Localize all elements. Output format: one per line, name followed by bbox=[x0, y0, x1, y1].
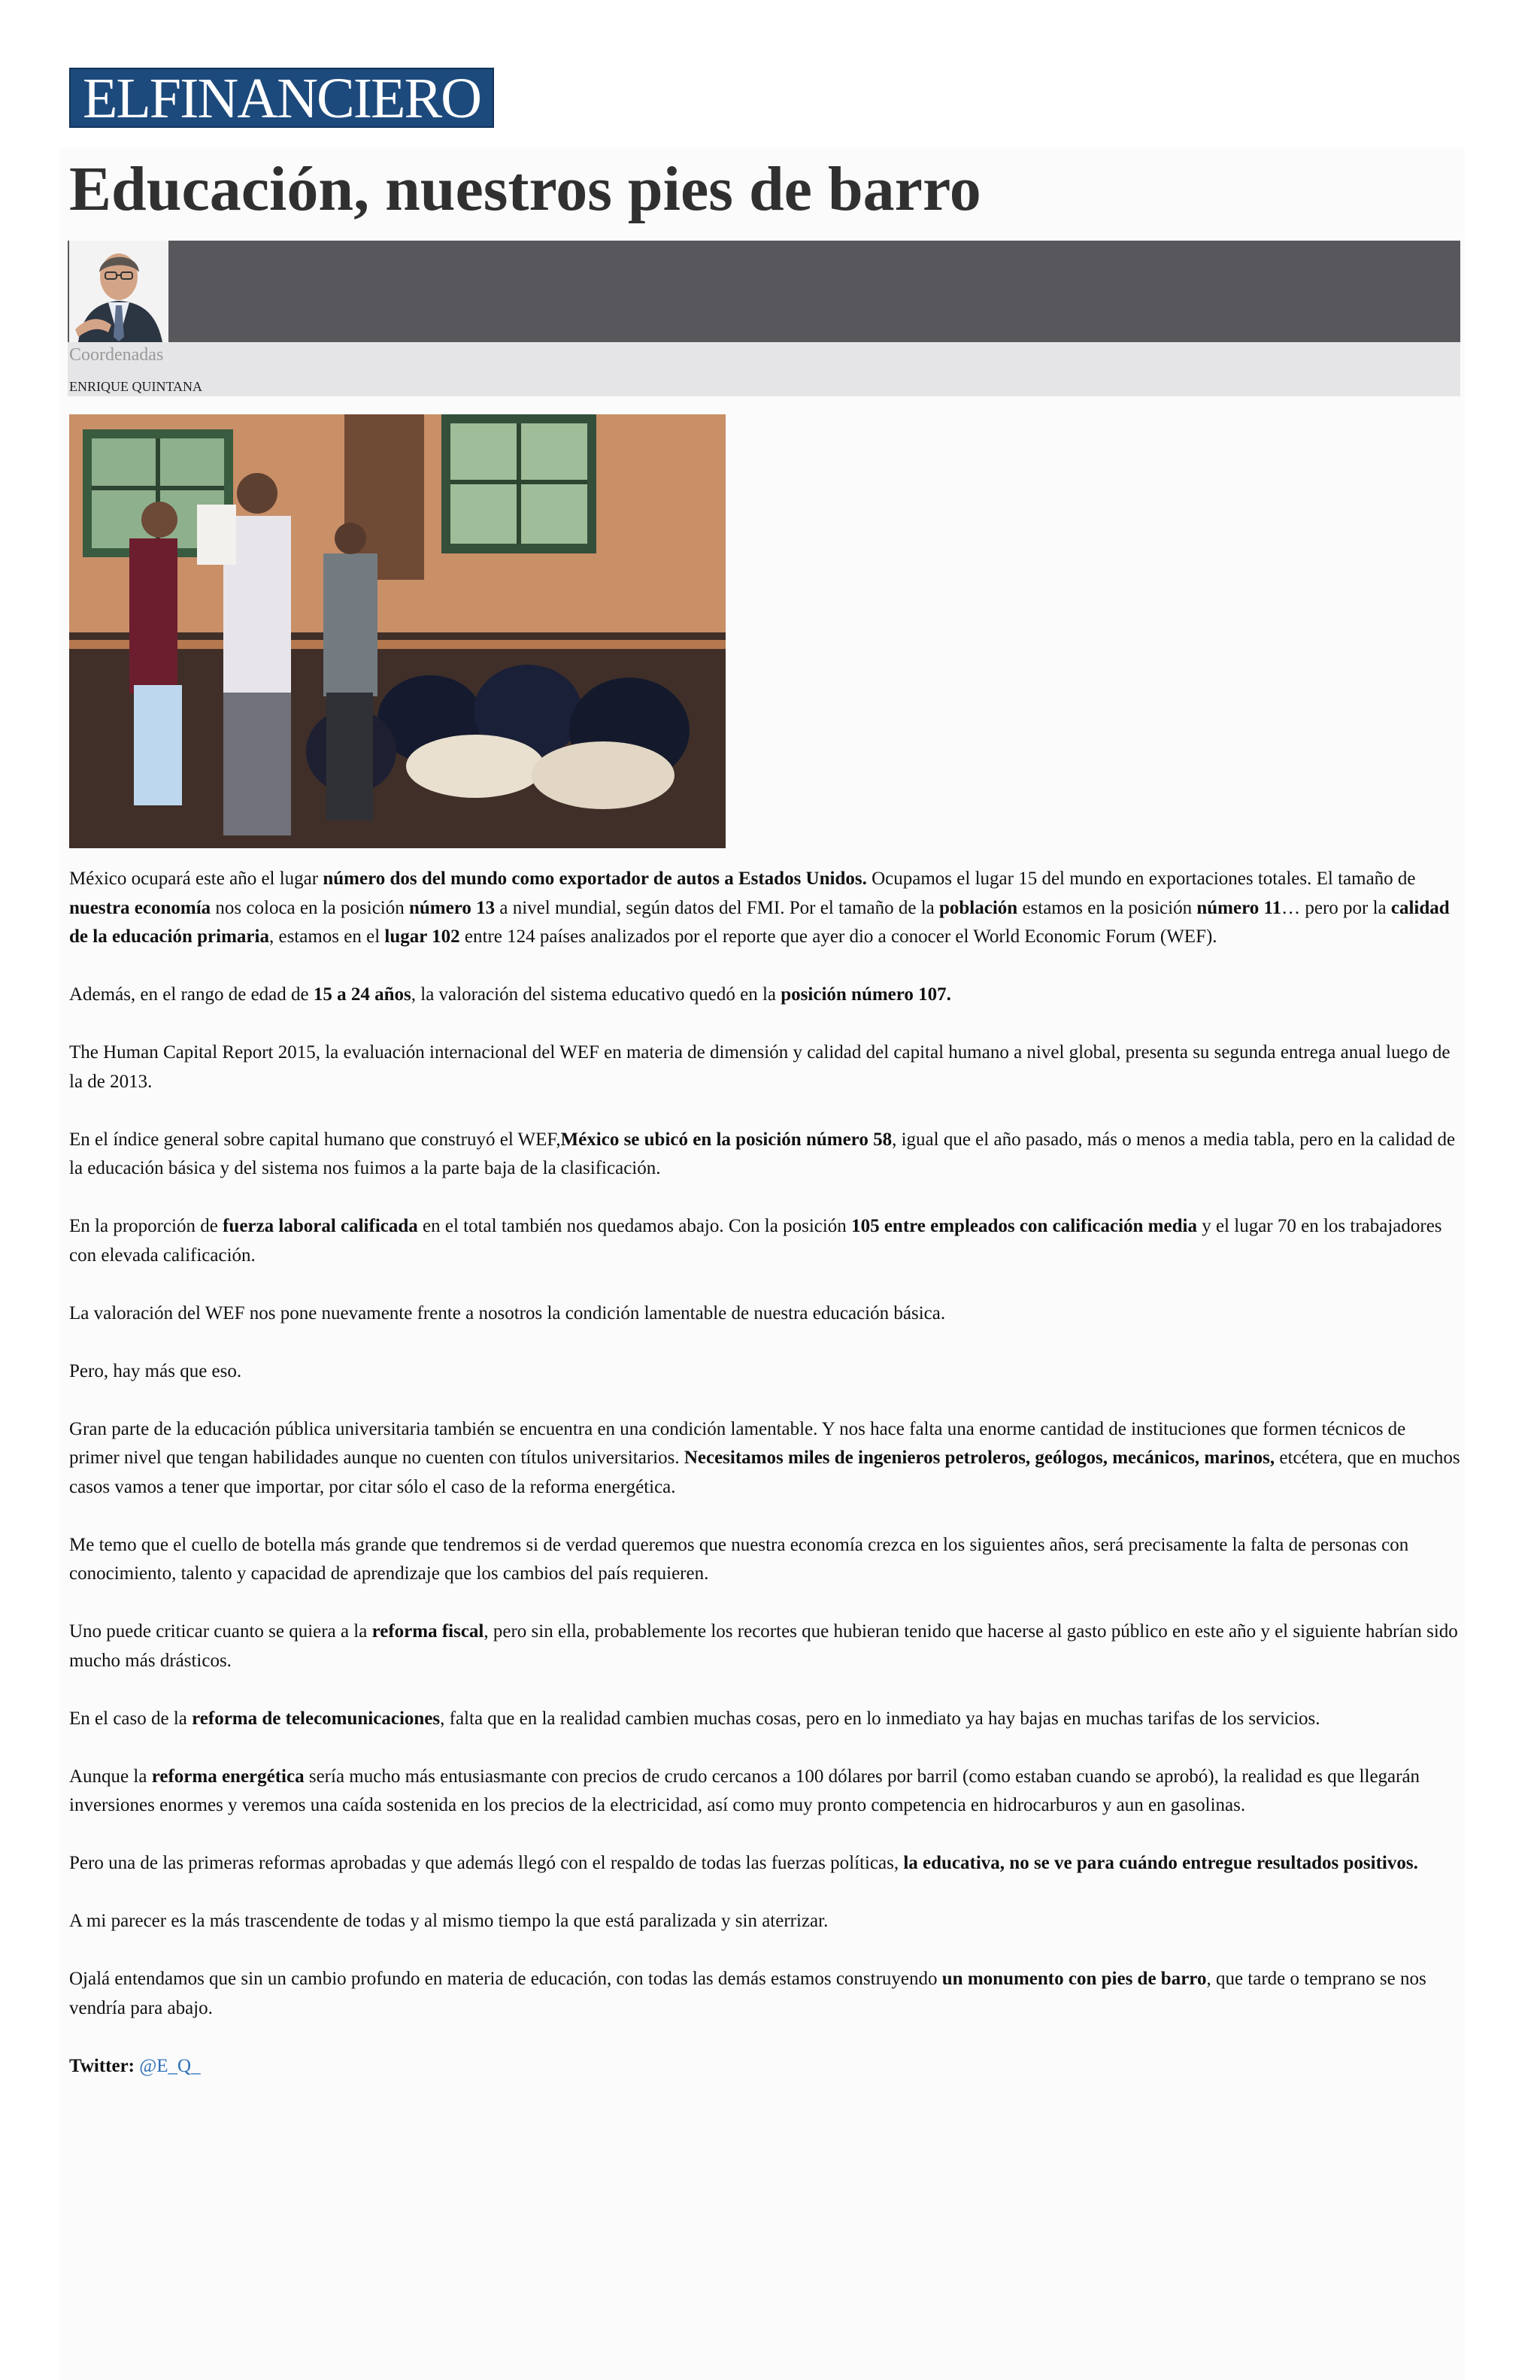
paragraph-text: Ojalá entendamos que sin un cambio profundo en materia de educación, con todas las demás estamos construyendo bbox=[69, 1969, 942, 1989]
bold-text: Necesitamos miles de ingenieros petroleros, geólogos, mecánicos, marinos, bbox=[684, 1448, 1275, 1468]
article-paragraph-3: The Human Capital Report 2015, la evaluación internacional del WEF en materia de dimensión y calidad del capital humano a nivel global, presenta su segunda entrega anual luego de la de 2013. bbox=[69, 1042, 1451, 1092]
article-paragraph-11 bbox=[69, 1705, 1460, 1734]
article-paragraph-4 bbox=[69, 1126, 1460, 1184]
bold-text: 15 a 24 años bbox=[313, 984, 411, 1005]
paragraph-text: Ocupamos el lugar 15 del mundo en exportaciones totales. El tamaño de bbox=[866, 869, 1416, 889]
bold-text: México se ubicó en la posición número 58 bbox=[560, 1129, 893, 1150]
paragraph-text: Además, en el rango de edad de bbox=[69, 984, 314, 1005]
paragraph-text: Gran parte de la educación pública universitaria también se encuentra en una condición lamentable. Y nos hace falta una enorme cantidad de instituciones que formen técnicos de primer nivel que tengan habilidades aunque no cuenten con títulos universitarios. bbox=[69, 1418, 1406, 1468]
article-paragraph-14: A mi parecer es la más trascendente de todas y al mismo tiempo la que está paralizada y sin aterrizar. bbox=[69, 1911, 829, 1931]
paragraph-text: en el total también nos quedamos abajo. Con la posición bbox=[417, 1216, 852, 1236]
paragraph-text: Uno puede criticar cuanto se quiera a la bbox=[69, 1621, 372, 1642]
paragraph-text: sería mucho más entusiasmante con precios de crudo cercanos a 100 dólares por barril (como estaban cuando se aprobó), la realidad es que llegarán inversiones enormes y veremos una caída sostenida en los precios de la electricidad, así como muy pronto competencia en hidrocarburos y aun en gasolinas. bbox=[69, 1766, 1420, 1815]
article-headline: Educación, nuestros pies de barro bbox=[69, 154, 981, 224]
paragraph-text: entre 124 países analizados por el reporte que ayer dio a conocer el World Economic Forum (WEF). bbox=[459, 926, 1217, 947]
author-avatar bbox=[69, 241, 168, 342]
bold-text: nuestra economía bbox=[69, 897, 211, 918]
article-paragraph-8 bbox=[69, 1415, 1460, 1502]
author-portrait-icon bbox=[69, 241, 168, 342]
paragraph-text: , pero sin ella, probablemente los recortes que hubieran tenido que hacerse al gasto público en este año y el siguiente habrían sido mucho más drásticos. bbox=[69, 1621, 1458, 1671]
article-paragraph-7: Pero, hay más que eso. bbox=[69, 1360, 242, 1381]
author-name: ENRIQUE QUINTANA bbox=[69, 379, 203, 394]
paragraph-text: , que tarde o temprano se nos vendría para abajo. bbox=[69, 1969, 1426, 2018]
twitter-line bbox=[69, 2052, 1460, 2081]
paragraph-text: , igual que el año pasado, más o menos a media tabla, pero en la calidad de la educación básica y del sistema nos fuimos a la parte baja de la clasificación. bbox=[69, 1129, 1456, 1178]
bold-text: reforma de telecomunicaciones bbox=[192, 1708, 441, 1729]
paragraph-text: México ocupará este año el lugar bbox=[69, 869, 323, 889]
article-paragraph-9: Me temo que el cuello de botella más grande que tendremos si de verdad queremos que nuestra economía crezca en los siguientes años, será precisamente la falta de personas con conocimiento, talento y capacidad de aprendizaje que los cambios del país requieren. bbox=[69, 1534, 1409, 1584]
paragraph-text: nos coloca en la posición bbox=[211, 897, 409, 918]
paragraph-text: etcétera, que en muchos casos vamos a tener que importar, por citar sólo el caso de la reforma energética. bbox=[69, 1448, 1460, 1497]
paragraph-text: … pero por la bbox=[1281, 897, 1391, 918]
classroom-photo-icon bbox=[69, 414, 726, 848]
article-body bbox=[69, 865, 1460, 2110]
author-info-bar bbox=[68, 342, 1460, 396]
paragraph-text: a nivel mundial, según datos del FMI. Por el tamaño de la bbox=[495, 897, 939, 918]
article-paragraph-12 bbox=[69, 1763, 1460, 1821]
article-paragraph-1 bbox=[69, 865, 1460, 952]
paragraph-text: , falta que en la realidad cambien muchas cosas, pero en lo inmediato ya hay bajas en muchas tarifas de los servicios. bbox=[440, 1708, 1320, 1729]
article-paragraph-2 bbox=[69, 981, 1460, 1010]
bold-text: población bbox=[938, 897, 1018, 918]
paragraph-text: En el caso de la bbox=[69, 1708, 192, 1729]
article-paragraph-5 bbox=[69, 1212, 1460, 1270]
paragraph-text: En la proporción de bbox=[69, 1216, 223, 1236]
author-byline bbox=[68, 241, 1460, 396]
article-paragraph-13 bbox=[69, 1849, 1460, 1878]
paragraph-text: y el lugar 70 en los trabajadores con elevada calificación. bbox=[69, 1216, 1442, 1266]
newspaper-logo[interactable]: ELFINANCIERO bbox=[69, 68, 494, 128]
article-paragraph-15 bbox=[69, 1965, 1460, 2023]
bold-text: reforma fiscal bbox=[371, 1621, 484, 1642]
bold-text: posición número 107. bbox=[781, 984, 951, 1005]
bold-text: un monumento con pies de barro bbox=[941, 1969, 1207, 1989]
bold-text: la educativa, no se ve para cuándo entregue resultados positivos. bbox=[903, 1853, 1418, 1873]
bold-text: número 11 bbox=[1196, 897, 1282, 918]
article-paragraph-10 bbox=[69, 1617, 1460, 1675]
paragraph-text: En el índice general sobre capital humano que construyó el WEF, bbox=[69, 1129, 561, 1150]
twitter-label: Twitter: bbox=[69, 2055, 135, 2076]
paragraph-text: Aunque la bbox=[69, 1766, 152, 1787]
column-name: Coordenadas bbox=[69, 345, 164, 365]
bold-text: 105 entre empleados con calificación media bbox=[851, 1216, 1197, 1236]
bold-text: lugar 102 bbox=[384, 926, 460, 947]
bold-text: número dos del mundo como exportador de autos a Estados Unidos. bbox=[323, 869, 867, 889]
author-bar bbox=[68, 241, 1460, 342]
paragraph-text: Pero una de las primeras reformas aprobadas y que además llegó con el respaldo de todas las fuerzas políticas, bbox=[69, 1853, 904, 1873]
article-paragraph-6: La valoración del WEF nos pone nuevamente frente a nosotros la condición lamentable de nuestra educación básica. bbox=[69, 1302, 946, 1323]
twitter-handle-link[interactable]: @E_Q_ bbox=[139, 2055, 201, 2076]
bold-text: reforma energética bbox=[151, 1766, 305, 1787]
paragraph-text: , estamos en el bbox=[268, 926, 385, 947]
paragraph-text: , la valoración del sistema educativo quedó en la bbox=[411, 984, 781, 1005]
bold-text: calidad de la educación primaria bbox=[69, 897, 1450, 947]
bold-text: número 13 bbox=[409, 897, 496, 918]
paragraph-text: estamos en la posición bbox=[1017, 897, 1197, 918]
article-photo bbox=[69, 414, 726, 848]
bold-text: fuerza laboral calificada bbox=[223, 1216, 418, 1236]
